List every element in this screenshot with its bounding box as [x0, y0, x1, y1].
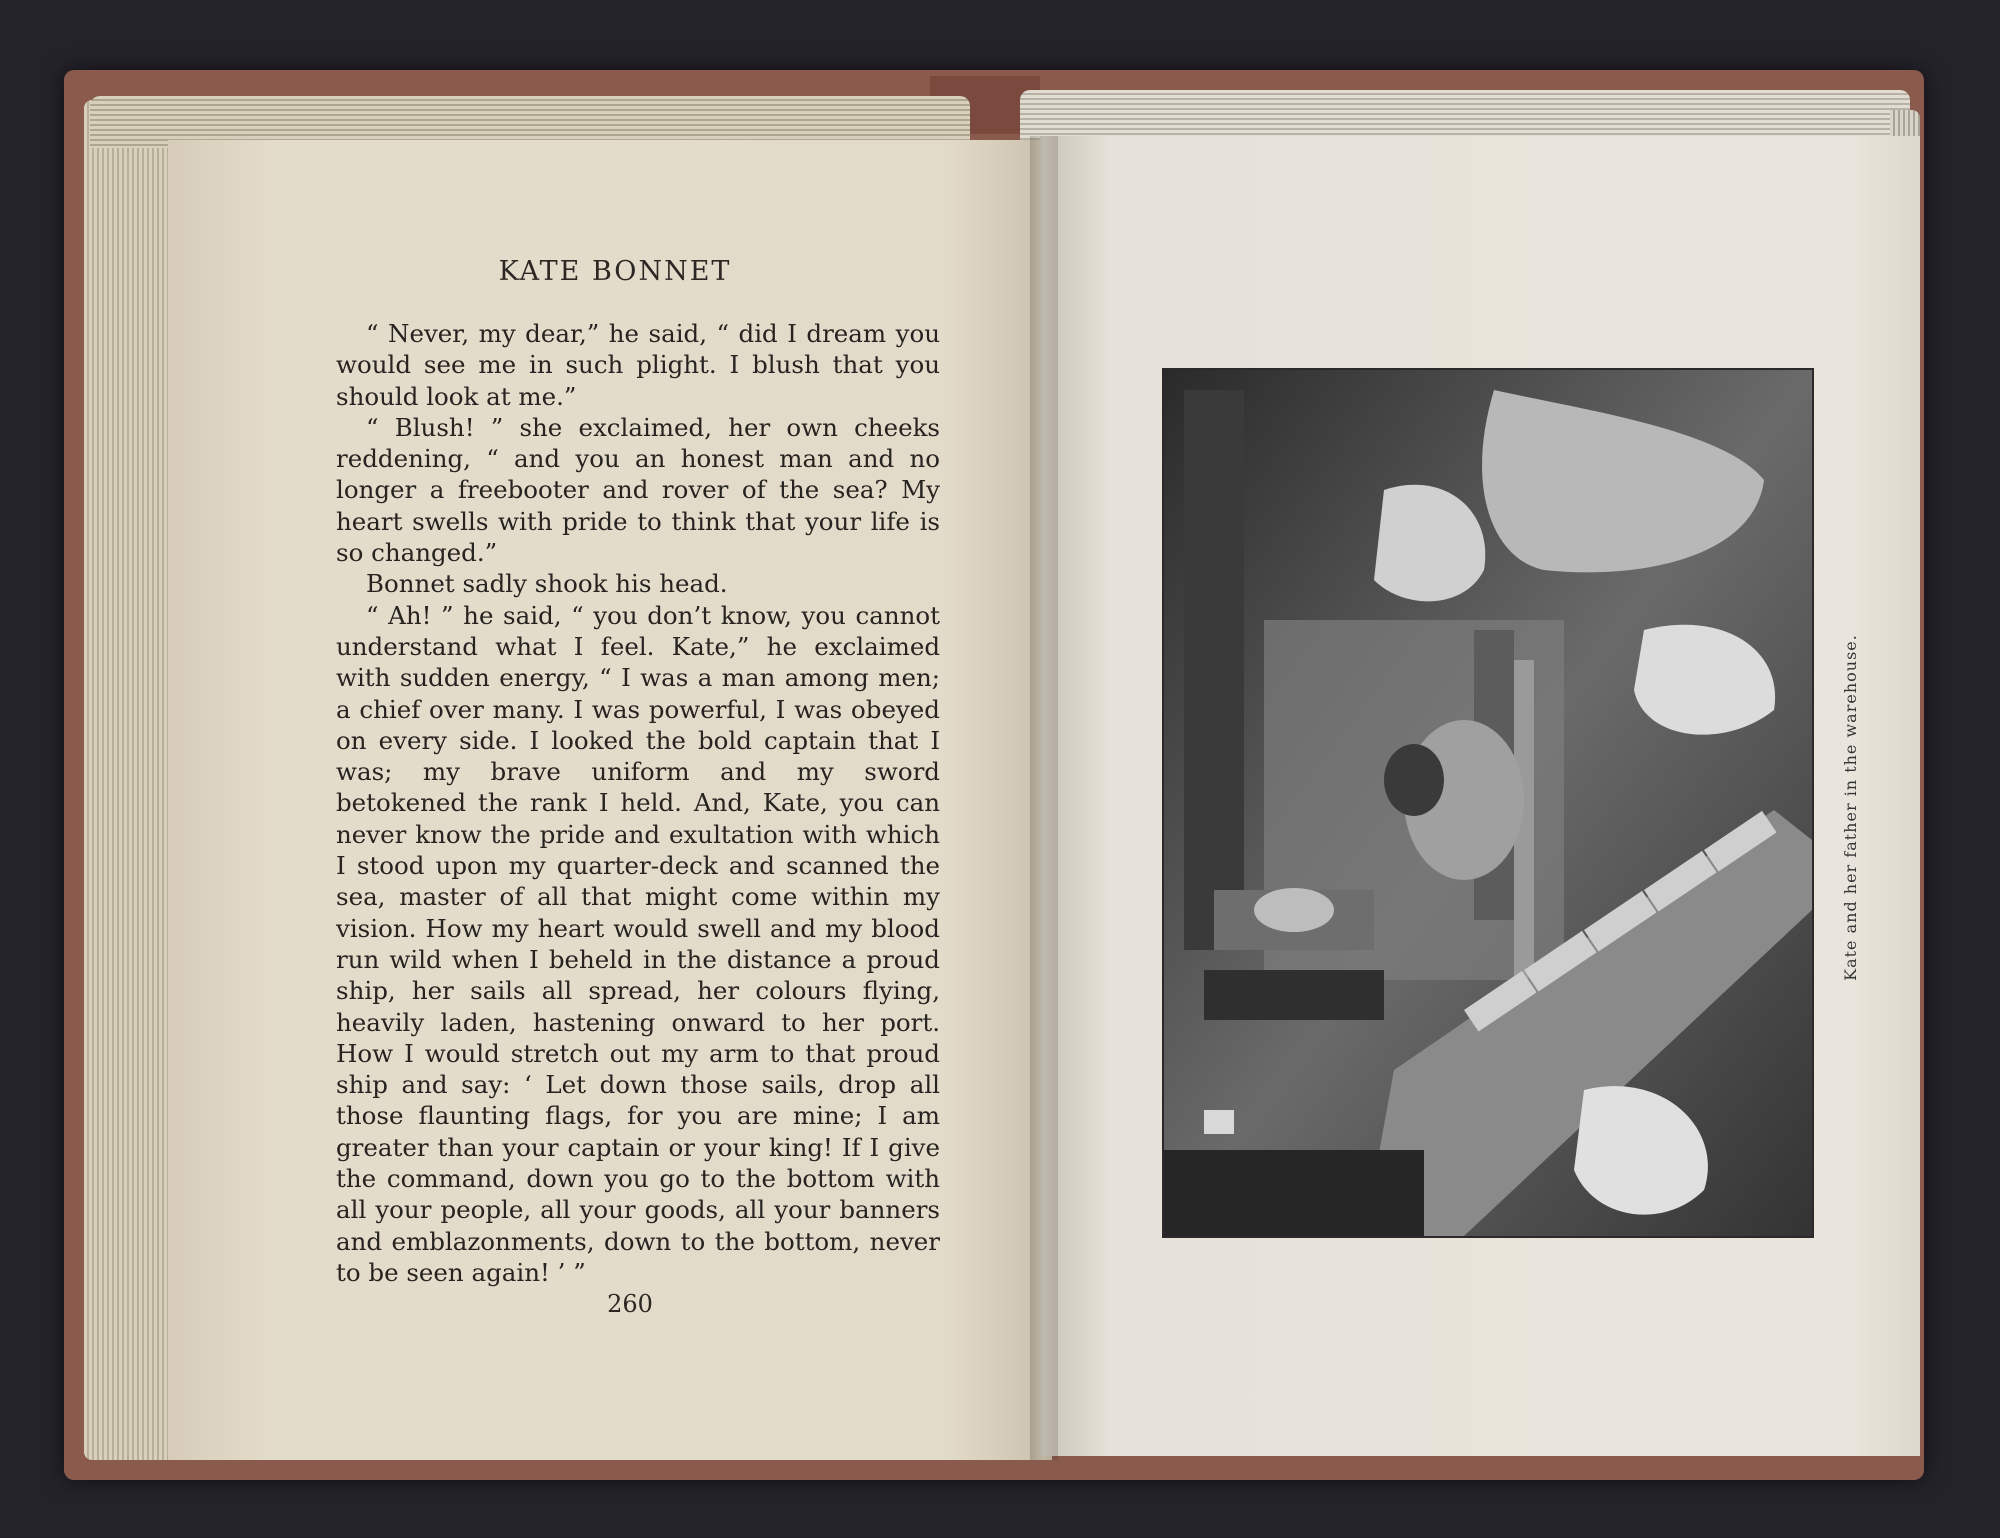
left-page-edges: [84, 100, 174, 1460]
right-page-top-edges: [1020, 90, 1910, 142]
paragraph: “ Ah! ” he said, “ you don’t know, you cannot understand what I feel. Kate,” he exclaimed with sudden energy, “ I was a man among men; a chief over many. I was powerful, I was obeyed on every side. I looked the bold captain that I was; my brave uniform and my sword betokened the rank I held. And, Kate, you can never know the pride and exultation with which I stood upon my quarter-deck and scanned the sea, master of all that might come within my vision. How my heart would swell and my blood run wild when I beheld in the distance a proud ship, her sails all spread, her colours flying, heavily laden, hastening onward to her port. How I would stretch out my arm to that proud ship and say: ‘ Let down those sails, drop all those flaunting flags, for you are mine; I am greater than your captain or your king! If I give the command, down you go to the bottom with all your people, all your goods, all your banners and emblazonments, down to the bottom, never to be seen again! ’ ”: [336, 600, 940, 1287]
running-head: KATE BONNET: [498, 256, 732, 287]
page-number: 260: [607, 1290, 653, 1318]
paragraph: “ Never, my dear,” he said, “ did I dream you would see me in such plight. I blush that you should look at me.”: [336, 319, 940, 411]
paragraph: “ Blush! ” she exclaimed, her own cheeks reddening, “ and you an honest man and no longer a freebooter and rover of the sea? My heart swells with pride to think that your life is so changed.”: [336, 412, 940, 568]
book-gutter: [1030, 136, 1058, 1460]
illustration-plate: [1162, 368, 1814, 1238]
paragraph: Bonnet sadly shook his head.: [366, 569, 728, 599]
plate-caption-text: Kate and her father in the warehouse.: [1840, 633, 1860, 981]
page-body-text: [336, 318, 940, 1288]
illustration-engraving: [1164, 370, 1812, 1236]
plate-caption: [1830, 612, 1870, 1002]
